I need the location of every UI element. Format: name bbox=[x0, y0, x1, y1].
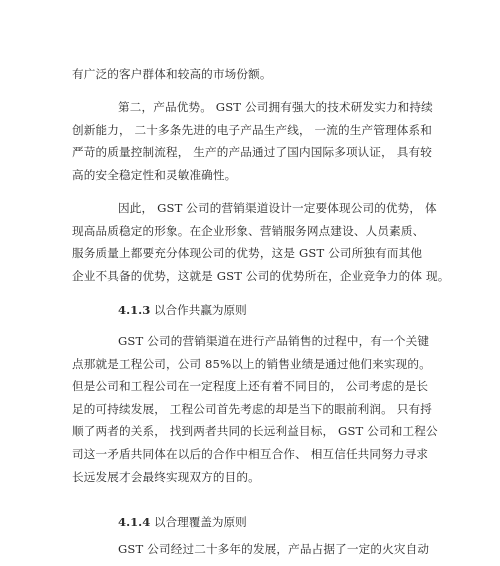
section-heading-4-1-3 bbox=[118, 299, 247, 322]
paragraph-cooperation bbox=[72, 330, 438, 488]
text-line: 第二，产品优势。 GST 公司拥有强大的技术研发实力和持续 bbox=[118, 100, 433, 114]
text-line: 有广泛的客户群体和较高的市场份额。 bbox=[72, 67, 272, 81]
text-line: 顺了两者的关系， 找到两者共同的长远利益目标， GST 公司和工程公 bbox=[72, 424, 438, 439]
section-number: 4.1.3 bbox=[118, 303, 151, 317]
text-line: 高的安全稳定性和灵敏准确性。 bbox=[72, 167, 237, 182]
text-line: 长远发展才会最终实现双方的目的。 bbox=[72, 469, 260, 484]
text-line: 因此， GST 公司的营销渠道设计一定要体现公司的优势， 体 bbox=[118, 201, 437, 215]
section-heading-4-1-4 bbox=[118, 511, 247, 534]
text-line: 企业不具备的优势，这就是 GST 公司的优势所在，企业竞争力的体 现。 bbox=[72, 268, 450, 283]
section-title: 以合理覆盖为原则 bbox=[150, 515, 247, 529]
text-line: GST 公司经过二十多年的发展，产品占据了一定的火灾自动 bbox=[118, 542, 430, 556]
text-line: GST 公司的营销渠道在进行产品销售的过程中，有一个关键 bbox=[118, 334, 430, 348]
text-line: 司这一矛盾共同体在以后的合作中相互合作、 相互信任共同努力寻求 bbox=[72, 446, 429, 461]
text-line: 足的可持续发展， 工程公司首先考虑的却是当下的眼前利润。 只有捋 bbox=[72, 401, 432, 416]
paragraph-channel-design bbox=[72, 197, 450, 287]
paragraph-product-advantage bbox=[72, 96, 433, 186]
text-line: 点那就是工程公司，公司 85%以上的销售业绩是通过他们来实现的。 bbox=[72, 356, 431, 371]
paragraph-market-share bbox=[72, 63, 424, 86]
section-title: 以合作共赢为原则 bbox=[150, 303, 247, 317]
text-line: 创新能力， 二十多条先进的电子产品生产线， 一流的生产管理体系和 bbox=[72, 122, 432, 137]
text-line: 严苛的质量控制流程， 生产的产品通过了国内国际多项认证， 具有较 bbox=[72, 145, 432, 160]
text-line: 但是公司和工程公司在一定程度上还有着不同目的， 公司考虑的是长 bbox=[72, 379, 429, 394]
paragraph-coverage bbox=[72, 538, 430, 561]
text-line: 服务质量上都要充分体现公司的优势，这是 GST 公司所独有而其他 bbox=[72, 246, 423, 261]
section-number: 4.1.4 bbox=[118, 515, 151, 529]
text-line: 现高品质稳定的形象。在企业形象、营销服务网点建设、人员素质、 bbox=[72, 223, 425, 238]
